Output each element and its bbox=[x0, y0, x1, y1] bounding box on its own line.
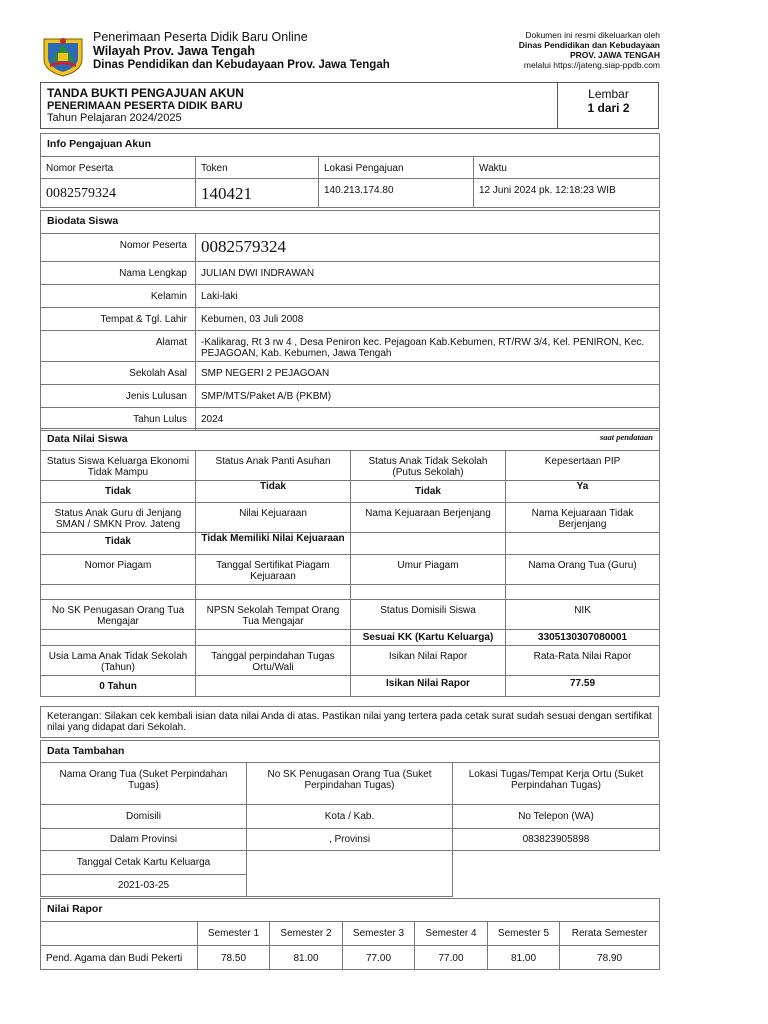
nilai-rapor-table bbox=[40, 898, 660, 970]
issuer-line-2: Dinas Pendidikan dan Kebudayaan bbox=[518, 40, 660, 50]
nilai-label: Isikan Nilai Rapor bbox=[351, 646, 506, 676]
rapor-col-header: Semester 5 bbox=[488, 922, 560, 946]
sheet-counter bbox=[557, 83, 659, 128]
nilai-label: NPSN Sekolah Tempat Orang Tua Mengajar bbox=[196, 600, 351, 630]
nilai-label: Nilai Kejuaraan bbox=[196, 503, 351, 533]
tambahan-value: , Provinsi bbox=[247, 829, 453, 851]
tambahan-label: Nama Orang Tua (Suket Perpindahan Tugas) bbox=[41, 763, 247, 805]
nilai-value: 77.59 bbox=[506, 676, 660, 697]
nilai-label: Rata-Rata Nilai Rapor bbox=[506, 646, 660, 676]
title-box bbox=[40, 82, 659, 129]
sheet-value: 1 dari 2 bbox=[587, 101, 630, 115]
nilai-value bbox=[41, 585, 196, 600]
tambahan-value: 083823905898 bbox=[453, 829, 660, 851]
nilai-value: 0 Tahun bbox=[41, 676, 196, 697]
nilai-value bbox=[351, 585, 506, 600]
school-year: Tahun Pelajaran 2024/2025 bbox=[47, 112, 182, 124]
nilai-value: Tidak Memiliki Nilai Kejuaraan bbox=[196, 533, 351, 555]
nilai-value: Sesuai KK (Kartu Keluarga) bbox=[351, 630, 506, 646]
jawa-tengah-emblem-icon bbox=[40, 31, 86, 77]
nilai-value: Tidak bbox=[41, 481, 196, 503]
document-header bbox=[40, 28, 660, 78]
keterangan-box bbox=[40, 706, 659, 738]
info-heading: Info Pengajuan Akun bbox=[41, 134, 660, 157]
rapor-score: 77.00 bbox=[343, 946, 415, 970]
nilai-value bbox=[196, 585, 351, 600]
biodata-table bbox=[40, 210, 660, 431]
doc-title: TANDA BUKTI PENGAJUAN AKUN bbox=[47, 86, 244, 100]
bio-value: Laki-laki bbox=[196, 285, 660, 308]
nilai-value bbox=[41, 630, 196, 646]
bio-label: Tempat & Tgl. Lahir bbox=[41, 308, 196, 331]
tambahan-label: No SK Penugasan Orang Tua (Suket Perpindahan Tugas) bbox=[247, 763, 453, 805]
rapor-score: 81.00 bbox=[270, 946, 343, 970]
nilai-label: Usia Lama Anak Tidak Sekolah (Tahun) bbox=[41, 646, 196, 676]
tambahan-label: Tanggal Cetak Kartu Keluarga bbox=[41, 851, 247, 875]
tambahan-empty-cell bbox=[247, 851, 453, 897]
nilai-value: Tidak bbox=[41, 533, 196, 555]
nilai-heading-cell bbox=[41, 429, 660, 451]
issuer-url: melalui https://jateng.siap-ppdb.com bbox=[523, 60, 660, 70]
nilai-siswa-table bbox=[40, 428, 660, 697]
bio-label: Sekolah Asal bbox=[41, 362, 196, 385]
tambahan-label: Kota / Kab. bbox=[247, 805, 453, 829]
issuer-line-3: PROV. JAWA TENGAH bbox=[569, 50, 660, 60]
bio-label: Tahun Lulus bbox=[41, 408, 196, 431]
info-nomor-value: 0082579324 bbox=[41, 179, 196, 208]
info-pengajuan-table bbox=[40, 133, 660, 208]
issuer-line-1: Dokumen ini resmi dikeluarkan oleh bbox=[525, 30, 660, 40]
bio-label: Nomor Peserta bbox=[41, 234, 196, 262]
rapor-corner bbox=[41, 922, 198, 946]
rapor-col-header: Semester 1 bbox=[198, 922, 270, 946]
tambahan-label: Lokasi Tugas/Tempat Kerja Ortu (Suket Perpindahan Tugas) bbox=[453, 763, 660, 805]
info-waktu-value: 12 Juni 2024 pk. 12:18:23 WIB bbox=[474, 179, 660, 208]
nilai-value: Tidak bbox=[196, 481, 351, 503]
nilai-label: Nama Orang Tua (Guru) bbox=[506, 555, 660, 585]
rapor-score: 81.00 bbox=[488, 946, 560, 970]
nilai-label: Tanggal Sertifikat Piagam Kejuaraan bbox=[196, 555, 351, 585]
nilai-label: Nomor Piagam bbox=[41, 555, 196, 585]
bio-label: Nama Lengkap bbox=[41, 262, 196, 285]
keterangan-text: Keterangan: Silakan cek kembali isian data nilai Anda di atas. Pastikan nilai yang tertera pada cetak surat sudah sesuai dengan sertifikat nilai yang didapat dari Sekolah. bbox=[41, 707, 659, 738]
data-tambahan-table bbox=[40, 740, 660, 897]
bio-value: JULIAN DWI INDRAWAN bbox=[196, 262, 660, 285]
nilai-label: Status Domisili Siswa bbox=[351, 600, 506, 630]
nilai-label: NIK bbox=[506, 600, 660, 630]
tambahan-heading: Data Tambahan bbox=[41, 741, 660, 763]
bio-label: Jenis Lulusan bbox=[41, 385, 196, 408]
nilai-note: saat pendataan bbox=[599, 432, 654, 442]
rapor-subject: Pend. Agama dan Budi Pekerti bbox=[41, 946, 198, 970]
nilai-label: Kepesertaan PIP bbox=[506, 451, 660, 481]
tambahan-value: 2021-03-25 bbox=[41, 875, 247, 897]
bio-value: SMP NEGERI 2 PEJAGOAN bbox=[196, 362, 660, 385]
bio-value: Kebumen, 03 Juli 2008 bbox=[196, 308, 660, 331]
nilai-value bbox=[506, 585, 660, 600]
bio-label: Alamat bbox=[41, 331, 196, 362]
doc-subtitle: PENERIMAAN PESERTA DIDIK BARU bbox=[47, 100, 243, 112]
tambahan-label: Domisili bbox=[41, 805, 247, 829]
rapor-col-header: Semester 3 bbox=[343, 922, 415, 946]
bio-value: 2024 bbox=[196, 408, 660, 431]
nilai-label: Tanggal perpindahan Tugas Ortu/Wali bbox=[196, 646, 351, 676]
bio-label: Kelamin bbox=[41, 285, 196, 308]
bio-value: -Kalikarag, Rt 3 rw 4 , Desa Peniron kec. Pejagoan Kab.Kebumen, RT/RW 3/4, Kel. PENIRON, Kec. PEJAGOAN, Kab. Kebumen, Jawa Tengah bbox=[196, 331, 660, 362]
rapor-col-header: Rerata Semester bbox=[560, 922, 660, 946]
nilai-label: Status Anak Guru di Jenjang SMAN / SMKN Prov. Jateng bbox=[41, 503, 196, 533]
rapor-score: 78.90 bbox=[560, 946, 660, 970]
nilai-label: Nama Kejuaraan Berjenjang bbox=[351, 503, 506, 533]
header-line-2: Wilayah Prov. Jawa Tengah bbox=[93, 44, 255, 58]
tambahan-blank bbox=[453, 851, 660, 897]
nilai-value bbox=[196, 630, 351, 646]
info-lokasi-value: 140.213.174.80 bbox=[319, 179, 474, 208]
rapor-score: 77.00 bbox=[415, 946, 488, 970]
biodata-heading: Biodata Siswa bbox=[41, 211, 660, 234]
nilai-label: Status Siswa Keluarga Ekonomi Tidak Mampu bbox=[41, 451, 196, 481]
info-token-value: 140421 bbox=[196, 179, 319, 208]
nilai-value bbox=[506, 533, 660, 555]
nilai-label: No SK Penugasan Orang Tua Mengajar bbox=[41, 600, 196, 630]
nilai-value bbox=[196, 676, 351, 697]
nilai-label: Status Anak Panti Asuhan bbox=[196, 451, 351, 481]
rapor-col-header: Semester 2 bbox=[270, 922, 343, 946]
tambahan-value: Dalam Provinsi bbox=[41, 829, 247, 851]
rapor-heading: Nilai Rapor bbox=[41, 899, 660, 922]
bio-value: 0082579324 bbox=[196, 234, 660, 262]
info-col-lokasi: Lokasi Pengajuan bbox=[319, 157, 474, 179]
info-col-token: Token bbox=[196, 157, 319, 179]
info-col-waktu: Waktu bbox=[474, 157, 660, 179]
nilai-value: 3305130307080001 bbox=[506, 630, 660, 646]
nilai-value: Ya bbox=[506, 481, 660, 503]
rapor-col-header: Semester 4 bbox=[415, 922, 488, 946]
sheet-label: Lembar bbox=[588, 87, 629, 101]
nilai-label: Nama Kejuaraan Tidak Berjenjang bbox=[506, 503, 660, 533]
nilai-label: Status Anak Tidak Sekolah (Putus Sekolah) bbox=[351, 451, 506, 481]
nilai-value bbox=[351, 533, 506, 555]
header-line-3: Dinas Pendidikan dan Kebudayaan Prov. Jawa Tengah bbox=[93, 59, 390, 71]
table-row bbox=[41, 946, 660, 970]
nilai-value: Tidak bbox=[351, 481, 506, 503]
info-col-nomor: Nomor Peserta bbox=[41, 157, 196, 179]
nilai-heading: Data Nilai Siswa bbox=[47, 433, 128, 445]
nilai-label: Umur Piagam bbox=[351, 555, 506, 585]
header-line-1: Penerimaan Peserta Didik Baru Online bbox=[93, 30, 308, 44]
bio-value: SMP/MTS/Paket A/B (PKBM) bbox=[196, 385, 660, 408]
nilai-value: Isikan Nilai Rapor bbox=[351, 676, 506, 697]
rapor-score: 78.50 bbox=[198, 946, 270, 970]
tambahan-label: No Telepon (WA) bbox=[453, 805, 660, 829]
